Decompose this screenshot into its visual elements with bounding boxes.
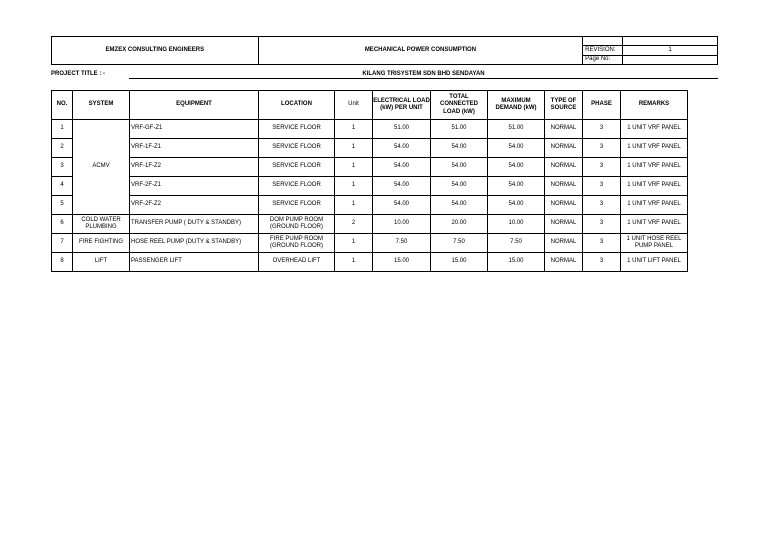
header-empty-cell	[623, 37, 718, 46]
header-empty-cell	[583, 37, 623, 46]
table-row	[52, 139, 688, 158]
cell-unit: 1	[335, 196, 373, 215]
cell-demand: 54.00	[488, 139, 545, 158]
cell-remarks: 1 UNIT VRF PANEL	[621, 139, 688, 158]
col-header-electrical-load: ELECTRICAL LOAD (kW) PER UNIT	[373, 91, 431, 120]
revision-label: REVISION:	[583, 46, 623, 55]
cell-remarks: 1 UNIT VRF PANEL	[621, 120, 688, 139]
cell-system-acmv: ACMV	[73, 120, 130, 215]
cell-source: NORMAL	[545, 139, 583, 158]
cell-unit: 1	[335, 158, 373, 177]
cell-equipment: VRF-2F-Z1	[130, 177, 259, 196]
cell-phase: 3	[583, 158, 621, 177]
table-row	[52, 158, 688, 177]
cell-total: 54.00	[431, 158, 488, 177]
cell-load: 54.00	[373, 196, 431, 215]
cell-unit: 1	[335, 139, 373, 158]
cell-system-lift: LIFT	[73, 253, 130, 272]
cell-location: SERVICE FLOOR	[259, 177, 335, 196]
cell-phase: 3	[583, 253, 621, 272]
col-header-no: NO.	[52, 91, 73, 120]
col-header-remarks: REMARKS	[621, 91, 688, 120]
cell-equipment: TRANSFER PUMP ( DUTY & STANDBY)	[130, 215, 259, 234]
col-header-location: LOCATION	[259, 91, 335, 120]
power-consumption-table	[51, 90, 688, 272]
cell-no: 6	[52, 215, 73, 234]
cell-total: 20.00	[431, 215, 488, 234]
cell-source: NORMAL	[545, 120, 583, 139]
col-header-max-demand: MAXIMUM DEMAND (kW)	[488, 91, 545, 120]
cell-equipment: VRF-1F-Z1	[130, 139, 259, 158]
col-header-system: SYSTEM	[73, 91, 130, 120]
cell-phase: 3	[583, 234, 621, 253]
cell-equipment: VRF-2F-Z2	[130, 196, 259, 215]
table-row	[52, 253, 688, 272]
cell-unit: 1	[335, 177, 373, 196]
table-row	[52, 177, 688, 196]
table-row	[52, 215, 688, 234]
cell-equipment: HOSE REEL PUMP (DUTY & STANDBY)	[130, 234, 259, 253]
cell-demand: 54.00	[488, 158, 545, 177]
cell-phase: 3	[583, 196, 621, 215]
cell-phase: 3	[583, 177, 621, 196]
cell-location: SERVICE FLOOR	[259, 196, 335, 215]
table-row	[52, 196, 688, 215]
cell-source: NORMAL	[545, 215, 583, 234]
cell-total: 54.00	[431, 139, 488, 158]
cell-location: SERVICE FLOOR	[259, 120, 335, 139]
cell-total: 54.00	[431, 177, 488, 196]
cell-no: 4	[52, 177, 73, 196]
revision-value: 1	[623, 46, 718, 55]
cell-demand: 54.00	[488, 196, 545, 215]
cell-remarks: 1 UNIT VRF PANEL	[621, 196, 688, 215]
cell-no: 8	[52, 253, 73, 272]
cell-remarks: 1 UNIT HOSE REEL PUMP PANEL	[621, 234, 688, 253]
cell-no: 3	[52, 158, 73, 177]
cell-location: OVERHEAD LIFT	[259, 253, 335, 272]
col-header-source: TYPE OF SOURCE	[545, 91, 583, 120]
cell-equipment: VRF-GF-Z1	[130, 120, 259, 139]
cell-unit: 2	[335, 215, 373, 234]
cell-remarks: 1 UNIT LIFT PANEL	[621, 253, 688, 272]
project-title-label: PROJECT TITLE : -	[51, 71, 105, 77]
cell-load: 10.00	[373, 215, 431, 234]
cell-phase: 3	[583, 120, 621, 139]
cell-location: SERVICE FLOOR	[259, 139, 335, 158]
cell-unit: 1	[335, 120, 373, 139]
col-header-equipment: EQUIPMENT	[130, 91, 259, 120]
cell-system-cold-water: COLD WATER PLUMBING	[73, 215, 130, 234]
cell-location: SERVICE FLOOR	[259, 158, 335, 177]
project-title-value: KILANG TRISYSTEM SDN BHD SENDAYAN	[129, 71, 718, 79]
col-header-phase: PHASE	[583, 91, 621, 120]
cell-system-fire-fighting: FIRE FIGHTING	[73, 234, 130, 253]
document-title: MECHANICAL POWER CONSUMPTION	[258, 37, 582, 65]
cell-load: 7.50	[373, 234, 431, 253]
cell-no: 5	[52, 196, 73, 215]
cell-demand: 54.00	[488, 177, 545, 196]
header-table	[51, 36, 718, 65]
cell-demand: 51.00	[488, 120, 545, 139]
cell-location: DOM PUMP ROOM (GROUND FLOOR)	[259, 215, 335, 234]
cell-load: 51.00	[373, 120, 431, 139]
cell-no: 2	[52, 139, 73, 158]
cell-phase: 3	[583, 139, 621, 158]
cell-equipment: VRF-1F-Z2	[130, 158, 259, 177]
cell-source: NORMAL	[545, 234, 583, 253]
cell-source: NORMAL	[545, 196, 583, 215]
cell-source: NORMAL	[545, 158, 583, 177]
table-row	[52, 120, 688, 139]
page-value	[623, 55, 718, 64]
cell-phase: 3	[583, 215, 621, 234]
table-header-row	[52, 91, 688, 120]
cell-no: 1	[52, 120, 73, 139]
cell-no: 7	[52, 234, 73, 253]
cell-remarks: 1 UNIT VRF PANEL	[621, 158, 688, 177]
cell-demand: 15.00	[488, 253, 545, 272]
cell-total: 7.50	[431, 234, 488, 253]
cell-total: 15.00	[431, 253, 488, 272]
project-title-row	[51, 71, 718, 82]
cell-location: FIRE PUMP ROOM (GROUND FLOOR)	[259, 234, 335, 253]
cell-source: NORMAL	[545, 253, 583, 272]
col-header-unit: Unit	[335, 91, 373, 120]
cell-load: 54.00	[373, 139, 431, 158]
cell-source: NORMAL	[545, 177, 583, 196]
company-name: EMZEX CONSULTING ENGINEERS	[52, 37, 259, 65]
table-row	[52, 234, 688, 253]
cell-load: 54.00	[373, 177, 431, 196]
cell-unit: 1	[335, 234, 373, 253]
cell-demand: 7.50	[488, 234, 545, 253]
col-header-total-load: TOTAL CONNECTED LOAD (kW)	[431, 91, 488, 120]
cell-equipment: PASSENGER LIFT	[130, 253, 259, 272]
cell-load: 54.00	[373, 158, 431, 177]
page-label: Page No:	[583, 55, 623, 64]
cell-unit: 1	[335, 253, 373, 272]
cell-remarks: 1 UNIT VRF PANEL	[621, 177, 688, 196]
cell-demand: 10.00	[488, 215, 545, 234]
cell-remarks: 1 UNIT VRF PANEL	[621, 215, 688, 234]
cell-total: 54.00	[431, 196, 488, 215]
cell-load: 15.00	[373, 253, 431, 272]
cell-total: 51.00	[431, 120, 488, 139]
